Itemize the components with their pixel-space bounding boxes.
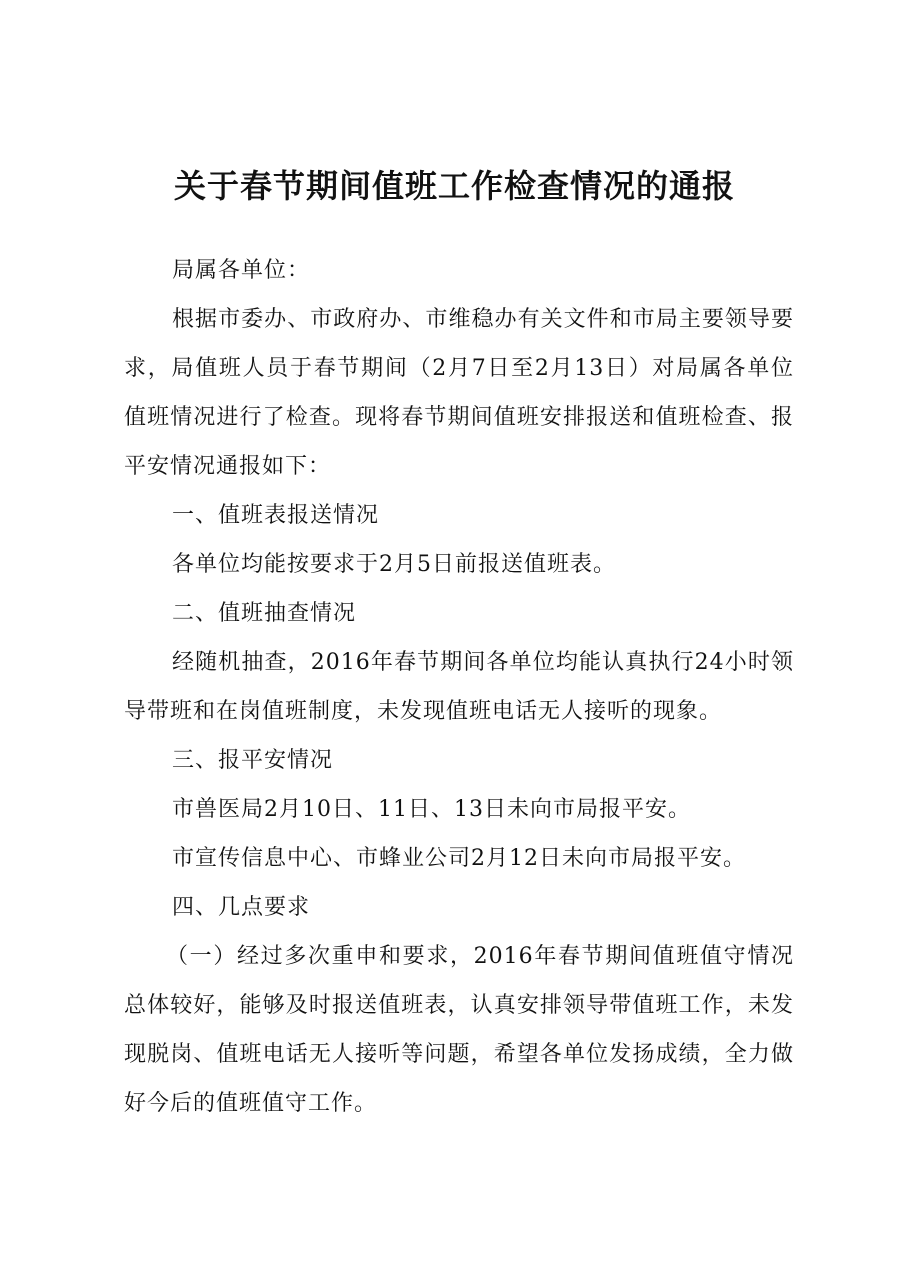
paragraph-requirement-1: （一）经过多次重申和要求，2016年春节期间值班值守情况总体较好，能够及时报送值班表，认真安排领导带值班工作，未发现脱岗、值班电话无人接听等问题，希望各单位发扬成绩，全力做好今后的值班值守工作。 <box>124 944 794 1116</box>
salutation: 局属各单位： <box>172 258 311 283</box>
paragraph-section-1: 各单位均能按要求于2月5日前报送值班表。 <box>172 552 616 577</box>
document-title: 关于春节期间值班工作检查情况的通报 <box>173 167 735 205</box>
paragraph-intro: 根据市委办、市政府办、市维稳办有关文件和市局主要领导要求，局值班人员于春节期间（2月7日至2月13日）对局属各单位值班情况进行了检查。现将春节期间值班安排报送和值班检查、报平安情况通报如下： <box>124 307 794 479</box>
section-heading-3: 三、报平安情况 <box>172 748 334 773</box>
section-heading-2: 二、值班抽查情况 <box>172 601 357 626</box>
paragraph-section-3a: 市兽医局2月10日、11日、13日未向市局报平安。 <box>172 797 691 822</box>
document-body <box>124 246 794 1128</box>
paragraph-section-3b: 市宣传信息中心、市蜂业公司2月12日未向市局报平安。 <box>172 846 746 871</box>
section-heading-1: 一、值班表报送情况 <box>172 503 380 528</box>
paragraph-section-2: 经随机抽查，2016年春节期间各单位均能认真执行24小时领导带班和在岗值班制度，未发现值班电话无人接听的现象。 <box>124 650 794 724</box>
section-heading-4: 四、几点要求 <box>172 895 311 920</box>
